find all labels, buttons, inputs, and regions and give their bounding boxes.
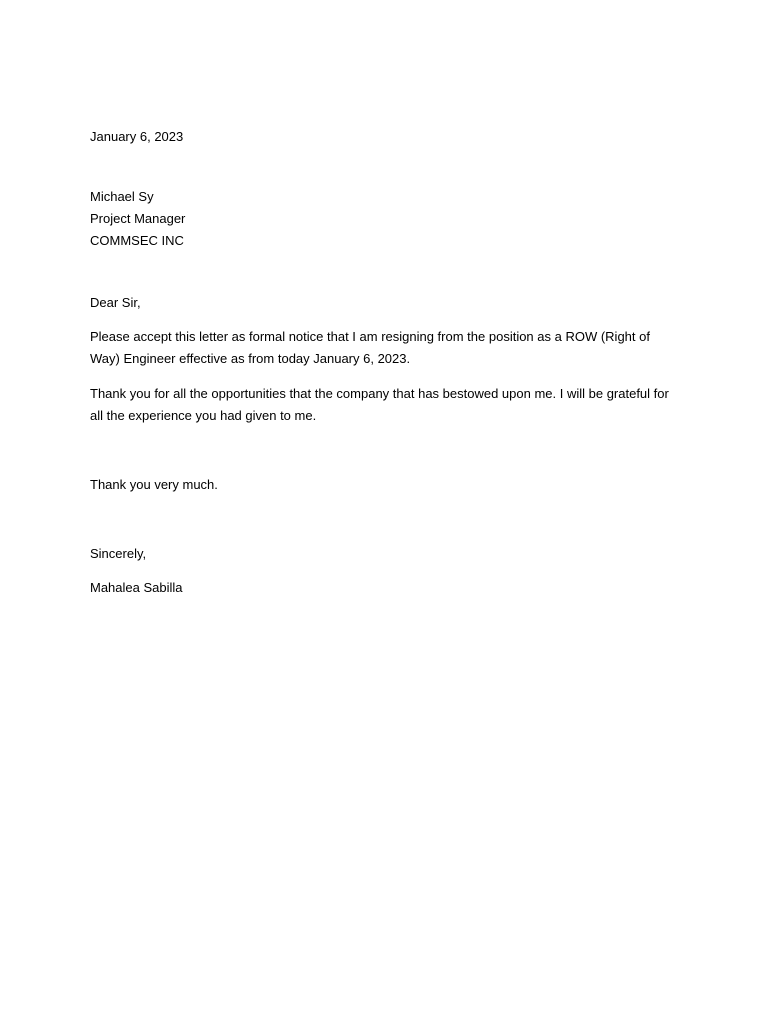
- body-paragraph-resignation: Please accept this letter as formal notice that I am resigning from the position as a ROW (Right of Way) Engineer effective as from today January 6, 2023.: [90, 329, 650, 366]
- letter-date: January 6, 2023: [90, 129, 184, 144]
- body-paragraph-gratitude: Thank you for all the opportunities that the company that has bestowed upon me. I will be grateful for all the experience you had given to me.: [90, 386, 669, 423]
- recipient-name: Michael Sy: [90, 189, 154, 204]
- closing-thanks: Thank you very much.: [90, 477, 218, 492]
- resignation-letter: [90, 126, 680, 599]
- salutation: Dear Sir,: [90, 295, 141, 310]
- recipient-company: COMMSEC INC: [90, 233, 184, 248]
- closing: Sincerely,: [90, 546, 147, 561]
- signature-name: Mahalea Sabilla: [90, 580, 183, 595]
- recipient-title: Project Manager: [90, 211, 186, 226]
- recipient-block: [90, 186, 680, 252]
